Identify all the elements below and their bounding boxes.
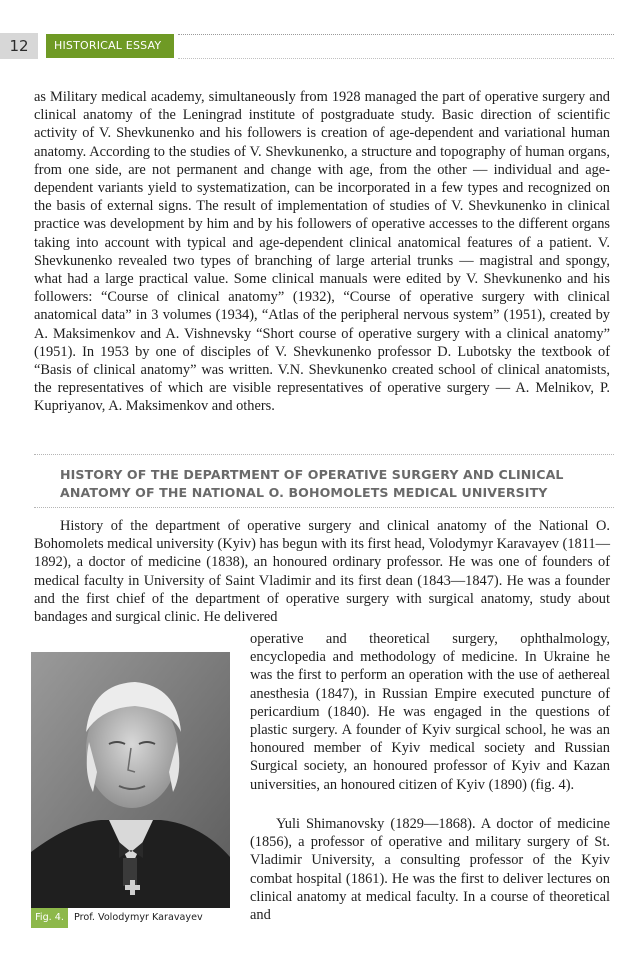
paragraph-karavayev-intro: History of the department of operative surgery and clinical anatomy of the National O. Bohomolets medical university (Kyiv) has begun with its first head, Volodymyr Karavayev (1811—1892), a doctor of medicine (1838), an honoured ordinary professor. He was one of founders of medical faculty in University of Saint Vladimir and its first dean (1843—1847). He was a founder and the first chief of the department of operative surgery with surgical anatomy, study about bandages and surgical clinic. He delivered <box>34 518 610 626</box>
paragraph-shimanovsky: Yuli Shimanovsky (1829—1868). A doctor of medicine (1856), a professor of operative and military surgery of St. Vladimir University, a consulting professor of the Kyiv combat hospital (1861). He was the first to deliver lectures on clinical anatomy at medical faculty. In a course of theoretical and <box>250 816 610 924</box>
section-tag: HISTORICAL ESSAY <box>46 34 174 58</box>
figure-label: Fig. 4. <box>31 908 68 928</box>
section-heading: HISTORY OF THE DEPARTMENT OF OPERATIVE SURGERY AND CLINICAL ANATOMY OF THE NATIONAL O. BOHOMOLETS MEDICAL UNIVERSITY <box>60 467 564 500</box>
figure-caption <box>31 908 230 928</box>
header-divider-bottom <box>178 58 614 59</box>
heading-divider-top <box>34 454 614 455</box>
page-number: 12 <box>0 33 38 59</box>
portrait-figure <box>31 652 230 908</box>
figure-caption-text: Prof. Volodymyr Karavayev <box>74 912 203 923</box>
paragraph-karavayev-work: operative and theoretical surgery, ophthalmology, encyclopedia and methodology of medicine. In Ukraine he was the first to perform an operation with the use of aethereal anesthesia (1847), in Russian Empire executed puncture of pericardium (1840). He was engaged in the questions of plastic surgery. A founder of Kyiv surgical school, he was an honoured member of Kyiv medical society and Russian Surgical society, an honoured professor of Kyiv and Kazan universities, an honoured citizen of Kyiv (1890) (fig. 4). <box>250 631 610 793</box>
heading-divider-bottom <box>34 507 614 508</box>
paragraph-shevkunenko: as Military medical academy, simultaneously from 1928 managed the part of operative surgery and clinical anatomy of the Leningrad institute of postgraduate study. Basic direction of scientific activity of V. Shevkunenko and his followers is creation of age-dependent and variational human anatomy. According to the studies of V. Shevkunenko, a structure and topography of human organs, from one side, are not permanent and change with age, from the other — individual and age-dependent variants yield to systematization, can be incorporated in a few types and recognized on the basis of external signs. The result of implementation of studies of V. Shevkunenko in clinical practice was development by him and by his followers of operative accesses to the different organs taking into account with typical and age-dependent clinical anatomical features of a patient. V. Shevkunenko revealed two types of branching of large arterial trunks — magistral and spongy, what had a large practical value. Some clinical manuals were edited by V. Shevkunenko and his followers: “Course of clinical anatomy” (1932), “Course of operative surgery with clinical anatomical data” in 3 volumes (1934), “Atlas of the peripheral nervous system” (1951), created by A. Maksimenkov and A. Vishnevsky “Short course of operative surgery with a clinical anatomy” (1951). In 1953 by one of disciples of V. Shevkunenko professor D. Lubotsky the textbook of “Basis of clinical anatomy” was written. V.N. Shevkunenko created school of clinical anatomists, the representatives of which are visible representatives of operative surgery — A. Melnikov, P. Kupriyanov, A. Maksimenkov and others. <box>34 89 610 415</box>
header-divider <box>178 34 614 35</box>
portrait-image <box>31 652 230 908</box>
page-header <box>0 33 628 59</box>
